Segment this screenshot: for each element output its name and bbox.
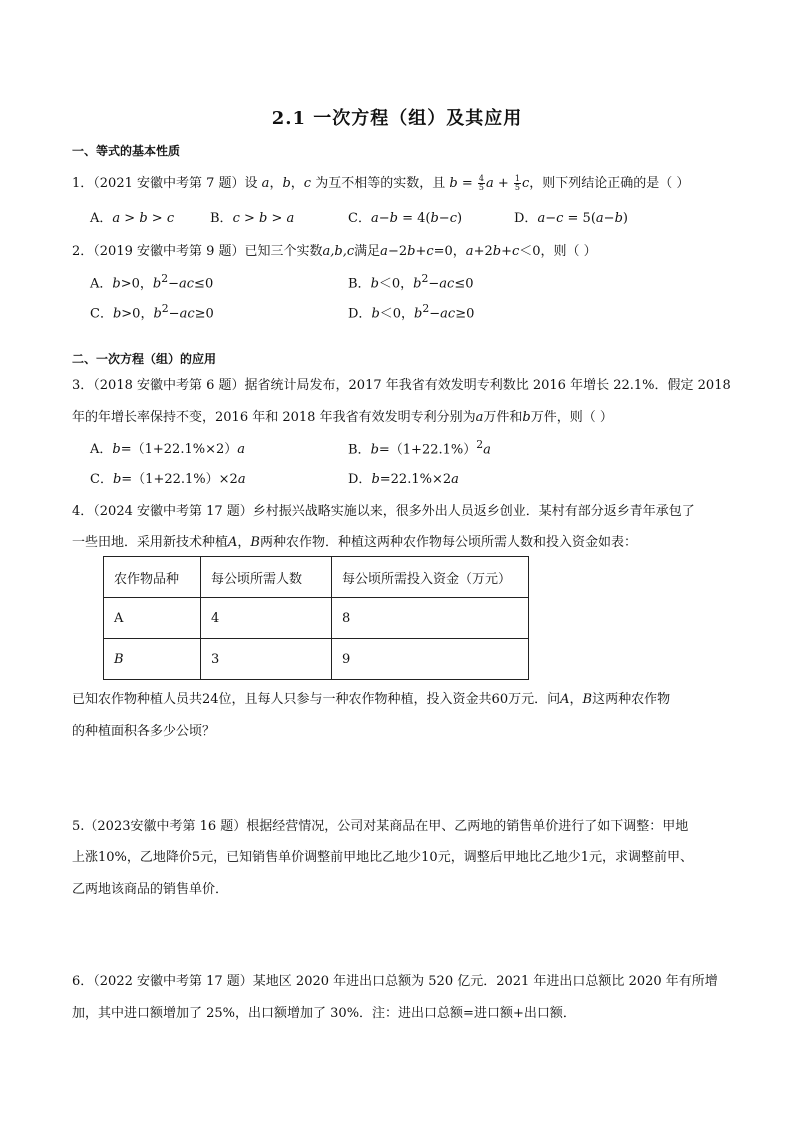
option-c: C．b=（1+22.1%）×2a	[90, 472, 246, 487]
question-5-line-2: 上涨10%，乙地降价5元，已知销售单价调整前甲地比乙地少10元，调整后甲地比乙地少1元，求调整前甲、	[72, 850, 693, 865]
table-cell: B	[104, 639, 201, 680]
data-table	[103, 556, 529, 680]
table-row	[104, 639, 529, 680]
option-a: A．b>0，$b^2-ac\le 0$	[90, 272, 214, 292]
question-1-prefix: 1．（2021 安徽中考第 7 题）设	[72, 176, 258, 191]
question-6-line-1: 6．（2022 安徽中考第 17 题）某地区 2020 年进出口总额为 520 亿元．2021 年进出口总额比 2020 年有所增	[72, 974, 718, 989]
table-header: 农作物品种	[104, 557, 201, 598]
table-header: 每公顷所需投入资金（万元）	[332, 557, 529, 598]
question-5-line-3: 乙两地该商品的销售单价．	[72, 882, 229, 897]
question-3-line-2: 年的年增长率保持不变，2016 年和 2018 年我省有效发明专利分别为a万件和b万件，则（ ）	[72, 410, 613, 425]
page-title: 2.1 一次方程（组）及其应用	[271, 108, 523, 129]
option-d: D．b=22.1%×2a	[348, 472, 459, 487]
table-cell: 9	[332, 639, 529, 680]
option-d: D．a−c = 5(a−b)	[514, 211, 628, 226]
table-row	[104, 598, 529, 639]
table-cell: 8	[332, 598, 529, 639]
option-c: C．b>0，$b^2-ac\ge 0$	[90, 302, 214, 322]
section-heading: 一、等式的基本性质	[72, 144, 181, 158]
table-cell: A	[104, 598, 201, 639]
question-1: 1．（2021 安徽中考第 7 题）设 a，b，c 为互不相等的实数，且 b = $\frac{4}{5}$ a + $\frac{1}{5}$ c，则下列结论正确的是（ ）	[72, 174, 690, 192]
table-cell: 3	[201, 639, 332, 680]
option-a: A．b=（1+22.1%×2）a	[90, 442, 246, 457]
question-6-line-2: 加，其中进口额增加了 25%，出口额增加了 30%．注：进出口总额=进口额+出口额．	[72, 1006, 576, 1021]
question-4-line-2: 一些田地．采用新技术种植A，B两种农作物．种植这两种农作物每公顷所需人数和投入资金如表：	[72, 535, 637, 550]
option-b: B．c > b > a	[210, 211, 295, 226]
question-2: 2．（2019 安徽中考第 9 题）已知三个实数a,b,c满足a−2b+c=0，a+2b+c＜0，则（ ）	[72, 244, 597, 259]
option-c: C．a−b = 4(b−c)	[348, 211, 463, 226]
option-a: A．a > b > c	[90, 211, 175, 226]
option-d: D．b＜0，$b^2-ac\ge 0$	[348, 302, 475, 322]
question-4-followup-2: 的种植面积各多少公顷？	[72, 724, 216, 739]
question-5-line-1: 5.（2023安徽中考第 16 题）根据经营情况，公司对某商品在甲、乙两地的销售单价进行了如下调整：甲地	[72, 819, 689, 834]
section-heading: 二、一次方程（组）的应用	[72, 352, 217, 366]
option-b: B．$b=(1+22.1\%)^2a$	[348, 438, 491, 458]
table-cell: 4	[201, 598, 332, 639]
question-3-line-1: 3．（2018 安徽中考第 6 题）据省统计局发布，2017 年我省有效发明专利数比 2016 年增长 22.1%．假定 2018	[72, 378, 731, 393]
question-4-followup-1: 已知农作物种植人员共24位，且每人只参与一种农作物种植，投入资金共60万元．问A，B这两种农作物	[72, 692, 671, 707]
question-1-mid: 为互不相等的实数，且	[315, 176, 446, 191]
option-b: B．b＜0，$b^2-ac\le 0$	[348, 272, 474, 292]
question-1-suffix: ，则下列结论正确的是（ ）	[529, 176, 690, 191]
table-header: 每公顷所需人数	[201, 557, 332, 598]
table-header-row	[104, 557, 529, 598]
question-4-line-1: 4．（2024 安徽中考第 17 题）乡村振兴战略实施以来，很多外出人员返乡创业．某村有部分返乡青年承包了	[72, 504, 695, 519]
